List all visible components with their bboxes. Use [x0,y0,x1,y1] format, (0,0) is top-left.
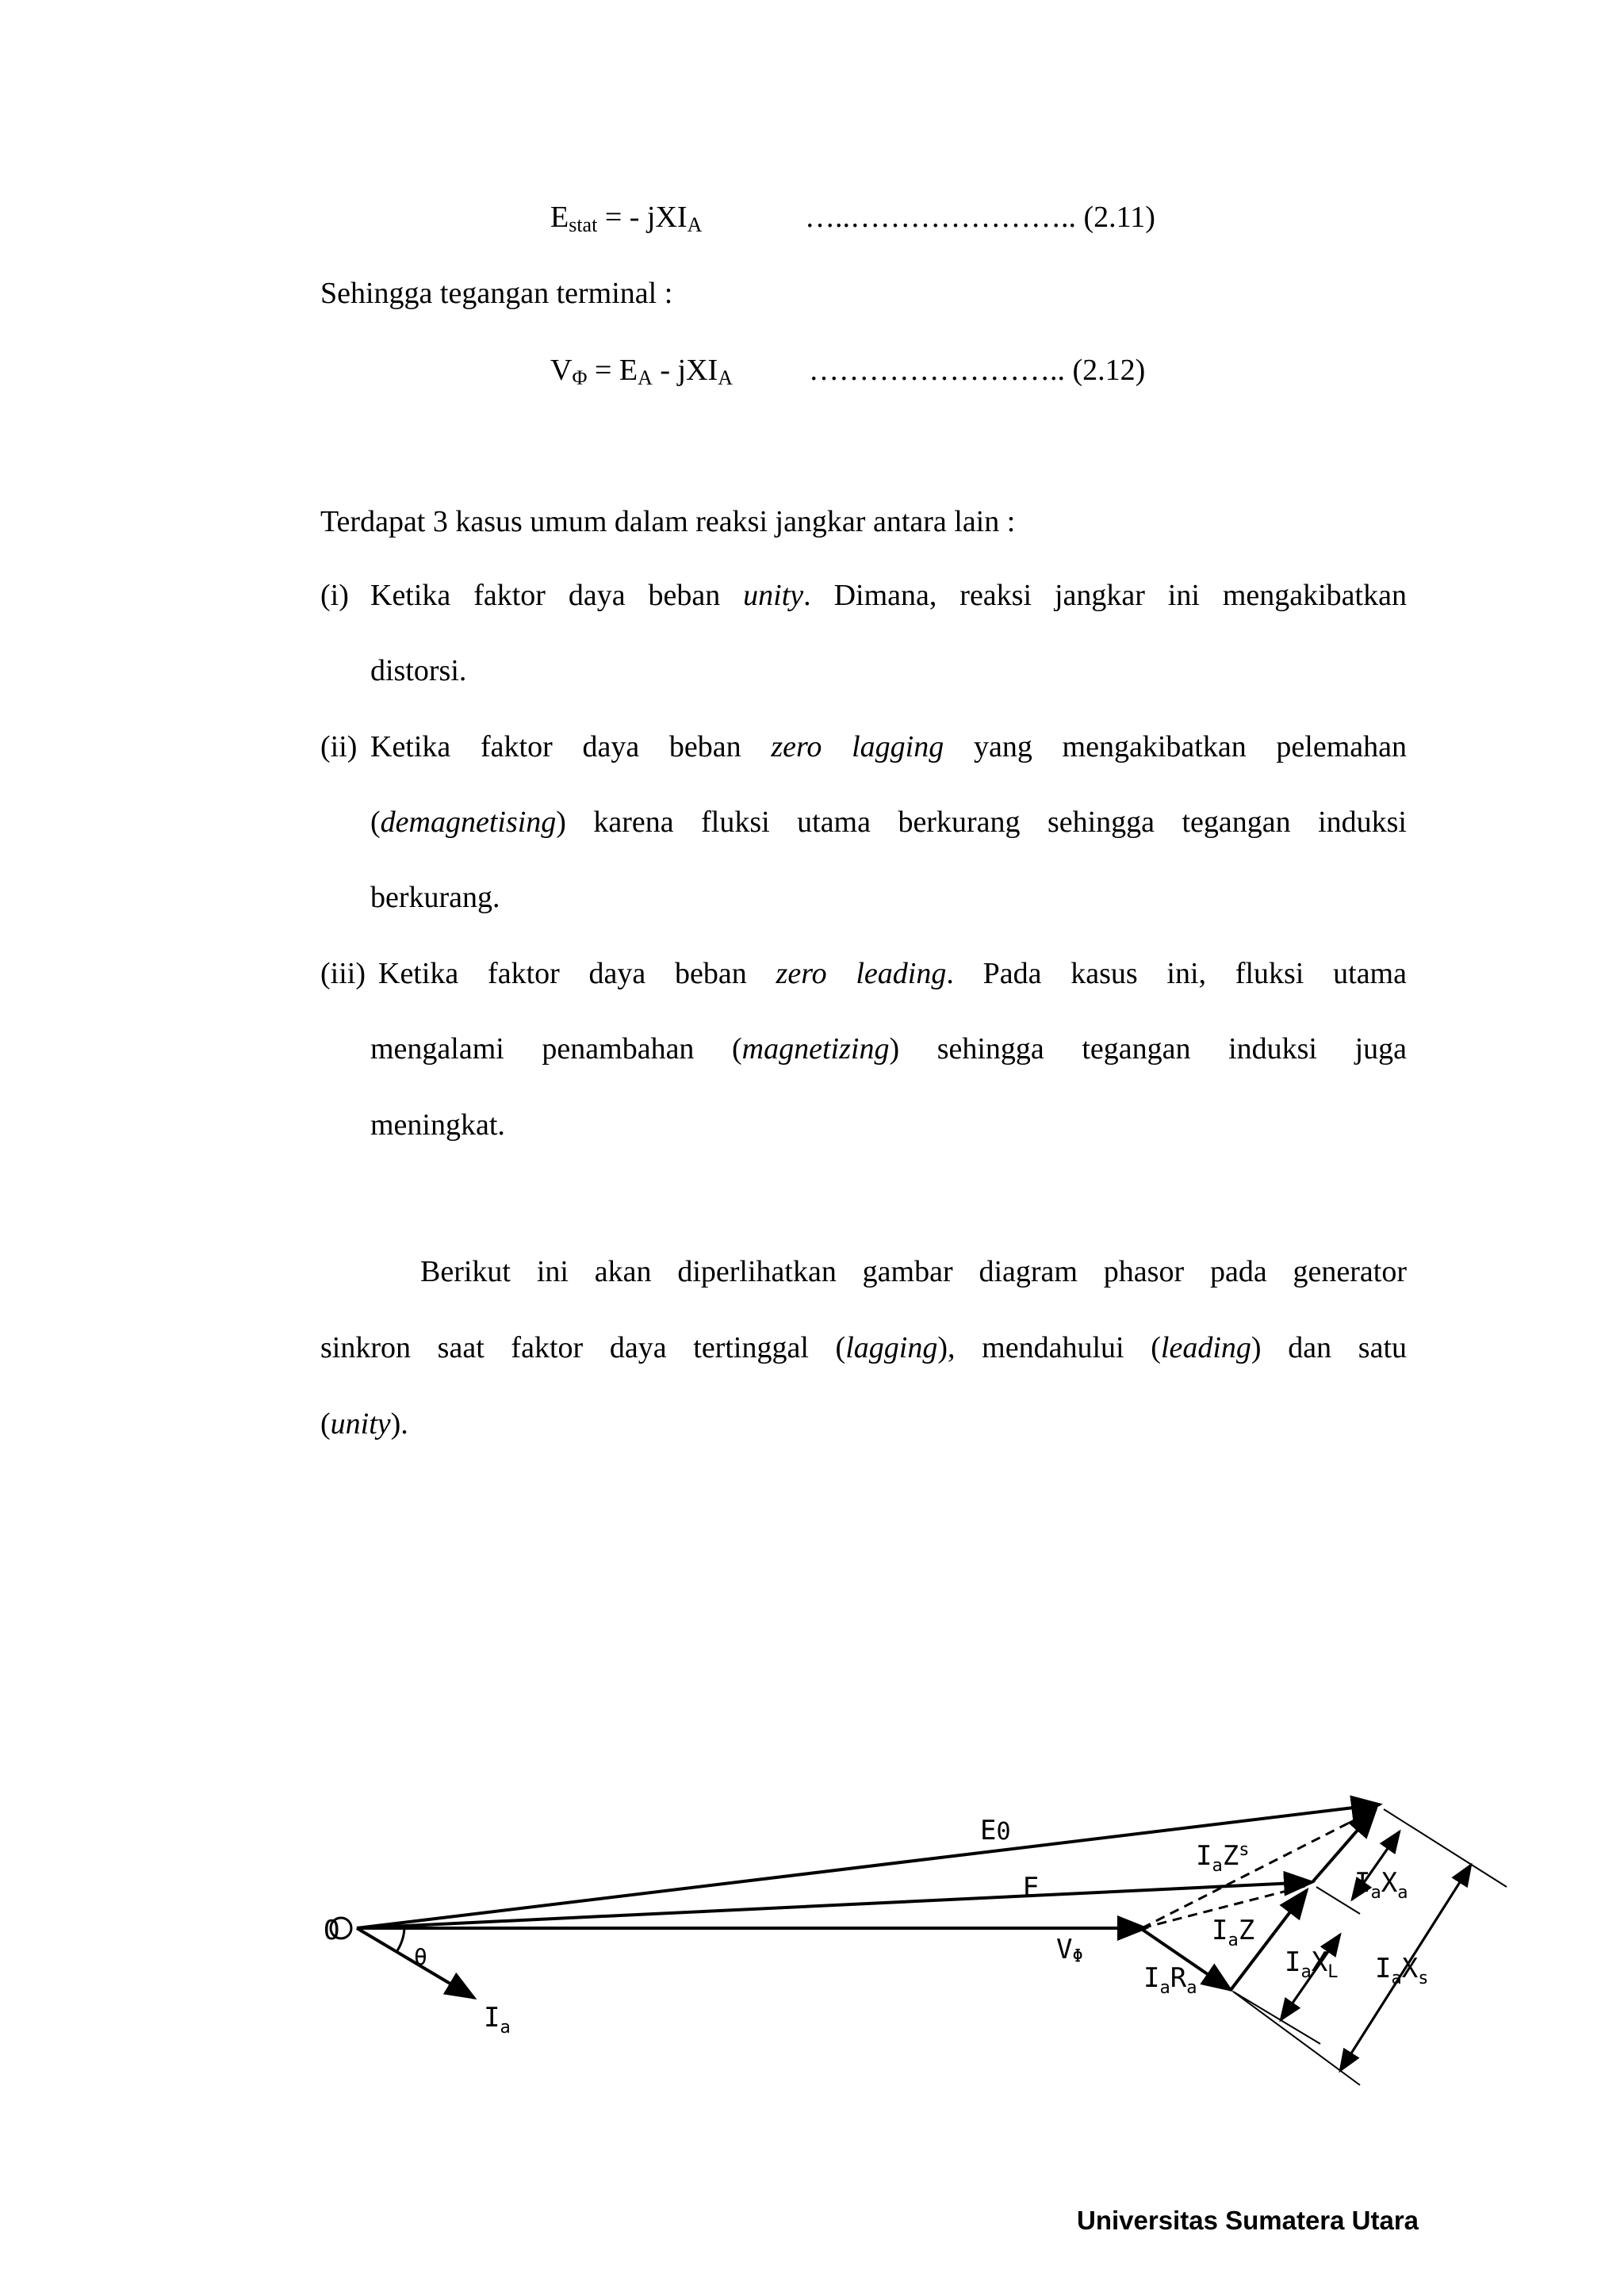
label-iara [1143,1962,1197,1998]
label-theta: θ [414,1944,427,1970]
label-part: Φ [1072,1946,1083,1966]
ext-line-1 [1233,1992,1320,2044]
label-part: a [1228,1931,1239,1950]
label-part: L [1327,1962,1339,1982]
eq-subscript: A [638,366,653,389]
equation-number-2-11: …..………………….. (2.11) [805,201,1155,234]
text-run: mengalami penambahan ( [370,1032,742,1066]
label-part: Z [1222,1840,1239,1872]
label-ia [484,2002,511,2038]
italic-term: lagging [845,1331,938,1364]
case-3-line-3: meningkat. [370,1108,505,1142]
eq-subscript: stat [569,213,598,236]
label-part: I [1354,1867,1371,1899]
iazs-dashed [1142,1809,1376,1928]
case-2-number: (ii) [320,730,358,763]
eq-subscript: A [687,213,703,236]
label-part: I [1212,1915,1228,1946]
eq-symbol: = E [587,354,638,387]
footer-university: Universitas Sumatera Utara [1077,2206,1419,2235]
label-part: I [1196,1840,1212,1872]
text-run: sinkron saat faktor daya tertinggal ( [320,1331,846,1364]
label-part: Z [1238,1915,1255,1946]
italic-term: magnetizing [741,1032,890,1066]
label-part: a [1212,1856,1223,1876]
text-run: Ketika faktor daya beban [370,579,744,612]
italic-term: leading [1160,1331,1251,1364]
label-origin: O [324,1915,340,1946]
label-part: a [1159,1978,1170,1998]
label-iaxa [1354,1867,1408,1903]
label-part: s [1239,1840,1250,1860]
label-part: X [1401,1953,1419,1984]
text-run: ). [390,1407,408,1441]
paragraph-sehingga: Sehingga tegangan terminal : [320,277,673,310]
text-run: ( [320,1407,331,1441]
italic-term: zero lagging [771,730,944,763]
eq-symbol: E [550,201,569,234]
text-run: ( [370,806,381,839]
eq-subscript: A [718,366,733,389]
label-part: E [980,1815,997,1846]
label-part: 0 [996,1818,1011,1846]
text-run: ), mendahului ( [937,1331,1161,1364]
label-part: a [1391,1969,1402,1988]
label-iaz [1212,1915,1254,1950]
italic-term: demagnetising [380,806,557,839]
case-1-number: (i) [320,579,349,612]
text-run: . Pada kasus ini, fluksi utama [946,957,1407,990]
text-run: ) karena fluksi utama berkurang sehingga tegangan induksi [556,806,1407,839]
label-part: I [1375,1953,1392,1984]
label-iaxs [1375,1953,1428,1988]
case-1-line-2: distorsi. [370,654,467,687]
ext-line-2 [1316,1887,1360,1914]
text-run: ) dan satu [1251,1331,1407,1364]
label-iaxl [1285,1946,1338,1982]
label-part: I [1143,1962,1160,1994]
label-e0 [980,1815,1011,1846]
label-part: I [484,2002,500,2034]
label-vphi [1056,1934,1083,1966]
equation-number-2-12: …………………….. (2.12) [809,354,1146,387]
label-part: s [1418,1969,1429,1988]
case-3-number: (iii) [320,957,366,990]
label-part: a [500,2018,511,2038]
label-part: X [1311,1946,1328,1978]
e-phasor [357,1882,1312,1928]
italic-term: unity [330,1407,391,1441]
paragraph-terdapat: Terdapat 3 kasus umum dalam reaksi jangkar antara lain : [320,505,1016,538]
eq-symbol: = - jXI [597,201,688,234]
eq-subscript: Φ [572,366,588,389]
label-part: X [1381,1867,1398,1899]
italic-term: zero leading [776,957,947,990]
label-part: a [1370,1883,1381,1903]
eq-symbol: - jXI [652,354,718,387]
label-part: R [1170,1962,1187,1994]
text-run: Ketika faktor daya beban [378,957,776,990]
text-run: yang mengakibatkan pelemahan [944,730,1407,763]
label-iazs [1196,1840,1249,1876]
paragraph-berikut-line-1: Berikut ini akan diperlihatkan gambar diagram phasor pada generator [420,1255,1407,1288]
text-run: ) sehingga tegangan induksi juga [889,1032,1407,1066]
label-part: I [1285,1946,1301,1978]
text-run: Ketika faktor daya beban [370,730,772,763]
case-2-line-3: berkurang. [370,881,500,914]
italic-term: unity [743,579,804,612]
eq-symbol: V [550,354,573,387]
label-part: a [1300,1962,1312,1982]
theta-arc [396,1928,404,1952]
label-part: a [1397,1883,1408,1903]
label-e: E [1023,1872,1040,1904]
label-part: V [1056,1934,1073,1965]
ext-line-3 [1384,1809,1507,1887]
label-part: a [1186,1978,1197,1998]
text-run: . Dimana, reaksi jangkar ini mengakibatkan [803,579,1407,612]
